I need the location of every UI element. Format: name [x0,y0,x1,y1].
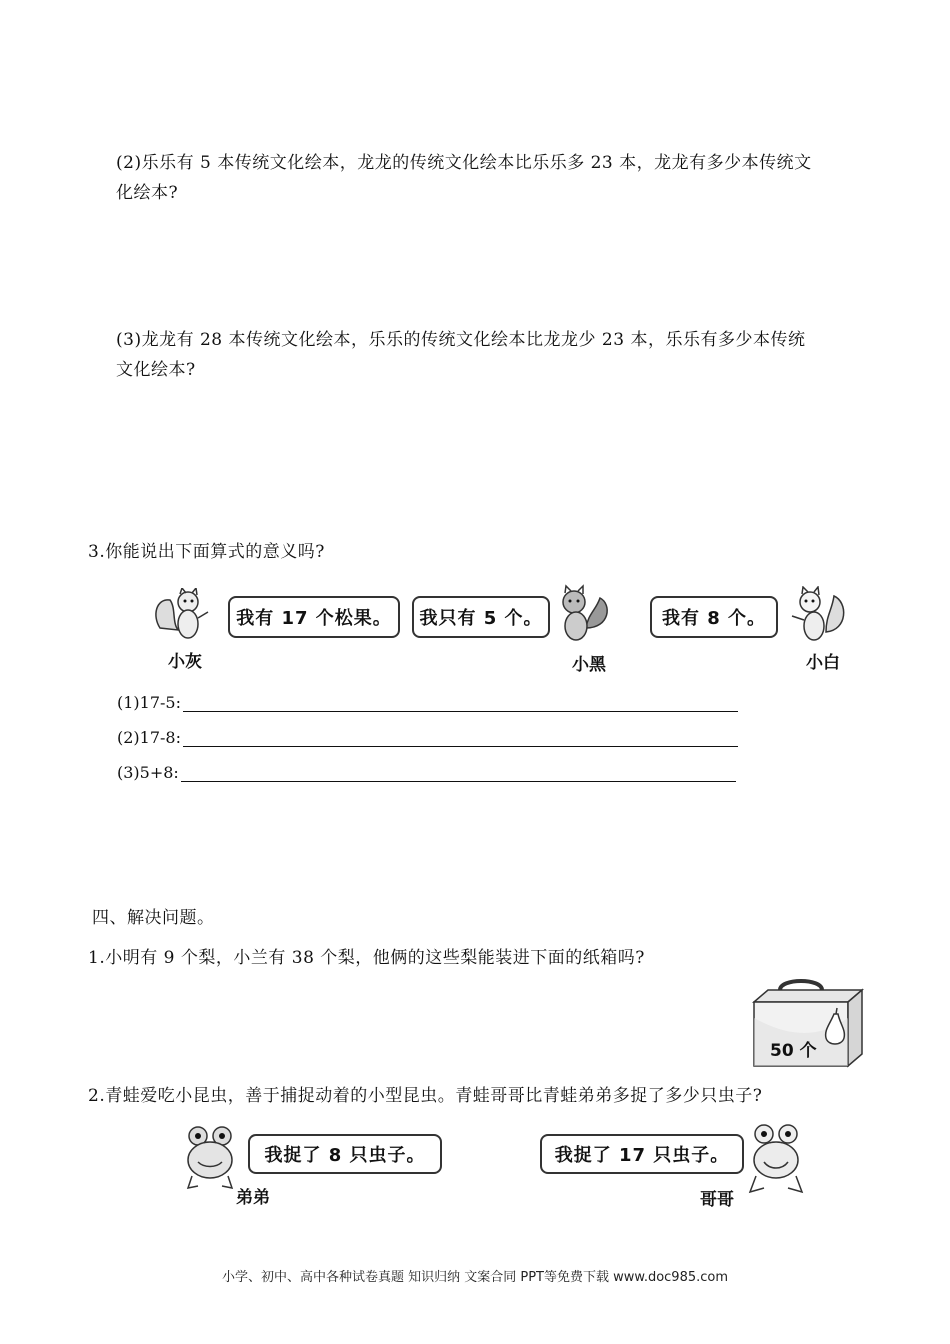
bubble-xiaobai [650,596,778,638]
problem-2-line2: 化绘本? [116,183,179,203]
fill-label-3: (3)5+8: [117,763,179,782]
name-xiaohui: 小灰 [168,652,202,672]
answer-line-1[interactable] [183,693,738,712]
problem-3-line1: (3)龙龙有 28 本传统文化绘本，乐乐的传统文化绘本比龙龙少 23 本，乐乐有多少本传统 [116,330,806,350]
fill-row-2 [117,728,738,747]
bubble-younger-frog-text: 我捉了 8 只虫子。 [264,1145,426,1166]
section-3-title: 3.你能说出下面算式的意义吗? [88,542,325,562]
bubble-xiaohui [228,596,400,638]
fill-label-1: (1)17-5: [117,693,181,712]
bubble-older-frog-text: 我捉了 17 只虫子。 [554,1145,730,1166]
page-footer: 小学、初中、高中各种试卷真题 知识归纳 文案合同 PPT等免费下载 www.doc985.com [221,1270,729,1285]
box-label: 50 个 [770,1041,817,1061]
problem-2 [116,148,876,208]
name-xiaohei: 小黑 [572,655,606,675]
frog-younger-icon [184,1124,240,1196]
bubble-older-frog [540,1134,744,1174]
problem-2-line1: (2)乐乐有 5 本传统文化绘本，龙龙的传统文化绘本比乐乐多 23 本，龙龙有多少本传统文 [116,153,812,173]
bubble-xiaohui-text: 我有 17 个松果。 [236,608,392,629]
squirrel-black-icon [552,584,612,644]
section-4-heading: 四、解决问题。 [92,908,215,928]
problem-3 [116,325,876,385]
squirrel-white-icon [788,586,848,644]
section-4-question-1: 1.小明有 9 个梨，小兰有 38 个梨，他俩的这些梨能装进下面的纸箱吗? [88,948,645,968]
problem-3-line2: 文化绘本? [116,360,196,380]
fill-row-1 [117,693,738,712]
bubble-xiaohei-text: 我只有 5 个。 [419,608,543,629]
name-older-frog: 哥哥 [700,1190,734,1210]
answer-line-2[interactable] [183,728,738,747]
bubble-xiaohei [412,596,550,638]
section-4-question-2: 2.青蛙爱吃小昆虫，善于捕捉动着的小型昆虫。青蛙哥哥比青蛙弟弟多捉了多少只虫子? [88,1086,763,1106]
frog-older-icon [748,1122,804,1198]
fill-label-2: (2)17-8: [117,728,181,747]
name-younger-frog: 弟弟 [236,1188,270,1208]
fill-row-3 [117,763,736,782]
bubble-younger-frog [248,1134,442,1174]
answer-line-3[interactable] [181,763,736,782]
bubble-xiaobai-text: 我有 8 个。 [661,608,767,629]
name-xiaobai: 小白 [806,653,840,673]
squirrel-gray-icon [150,588,210,644]
